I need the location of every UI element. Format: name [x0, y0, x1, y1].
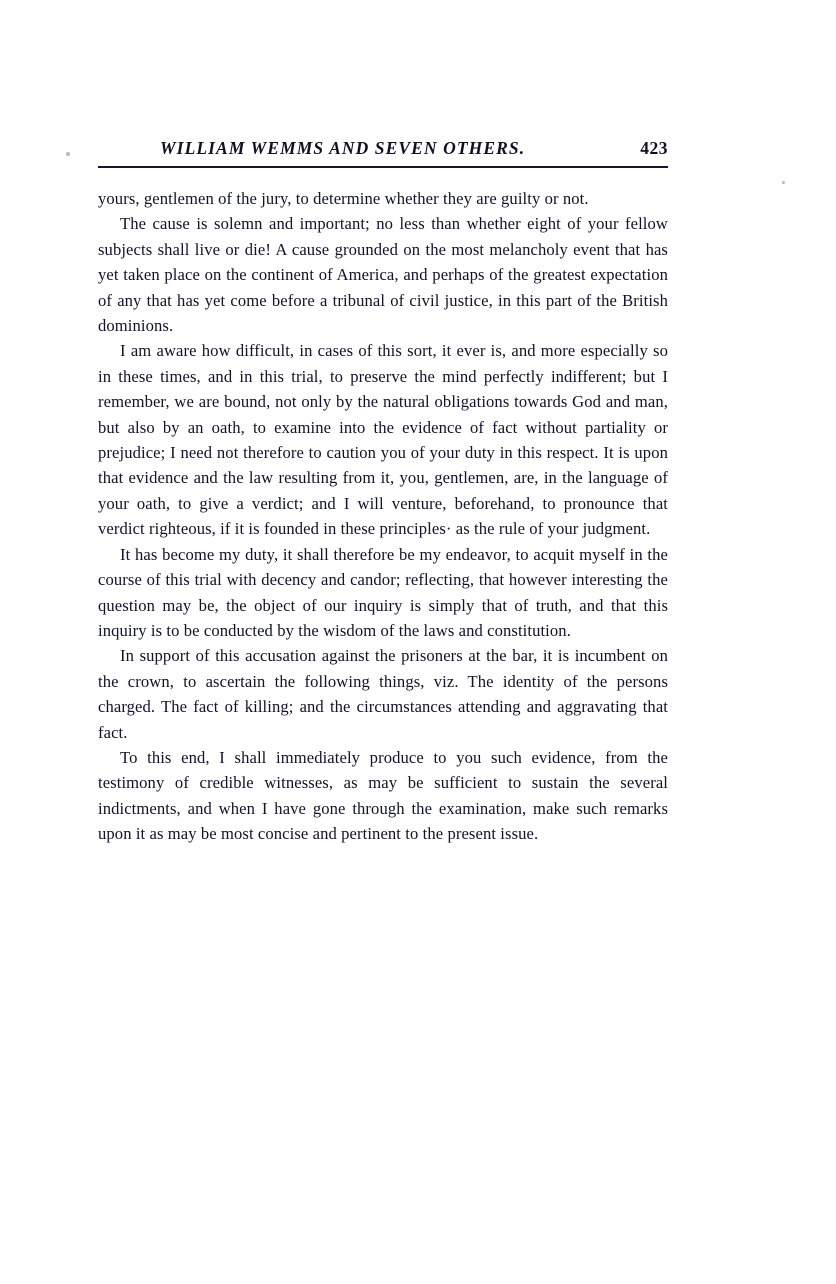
paragraph: In support of this accusation against the prisoners at the bar, it is incumbent on the crown, to ascertain the following things, viz. The identity of the persons charged. The fact of killing; and the circumstances attending and aggravating that fact. [98, 646, 668, 742]
page-header [98, 138, 668, 159]
header-rule [98, 166, 668, 168]
body-text [98, 186, 668, 847]
page-number: 423 [640, 138, 668, 158]
paragraph: To this end, I shall immediately produce to you such evidence, from the testimony of credible witnesses, as may be sufficient to sustain the several indictments, and when I have gone through the examination, make such remarks upon it as may be most concise and pertinent to the present issue. [98, 747, 668, 844]
paragraph: The cause is solemn and important; no less than whether eight of your fellow subjects shall live or die! A cause grounded on the most melancholy event that has yet taken place on the continent of America, and perhaps of the greatest expectation of any that has yet come before a tribunal of civil justice, in this part of the British dominions. [98, 214, 668, 336]
paragraph: yours, gentlemen of the jury, to determine whether they are guilty or not. [98, 189, 589, 208]
paragraph: I am aware how difficult, in cases of this sort, it ever is, and more especially so in these times, and in this trial, to preserve the mind perfectly indifferent; but I remember, we are bound, not only by the natural obligations towards God and man, but also by an oath, to examine into the evidence of fact without partiality or prejudice; I need not therefore to caution you of your duty in this respect. It is upon that evidence and the law resulting from it, you, gentlemen, are, in the language of your oath, to give a verdict; and I will venture, beforehand, to pronounce that verdict righteous, if it is founded in these principles· as the rule of your judgment. [98, 341, 668, 539]
page-speckle [782, 181, 785, 184]
running-title: WILLIAM WEMMS AND SEVEN OTHERS. [160, 138, 526, 158]
page-speckle [66, 152, 70, 156]
paragraph: It has become my duty, it shall therefore be my endeavor, to acquit myself in the course of this trial with decency and candor; reflecting, that however interesting the question may be, the object of our inquiry is simply that of truth, and that this inquiry is to be conducted by the wisdom of the laws and constitution. [98, 544, 668, 640]
